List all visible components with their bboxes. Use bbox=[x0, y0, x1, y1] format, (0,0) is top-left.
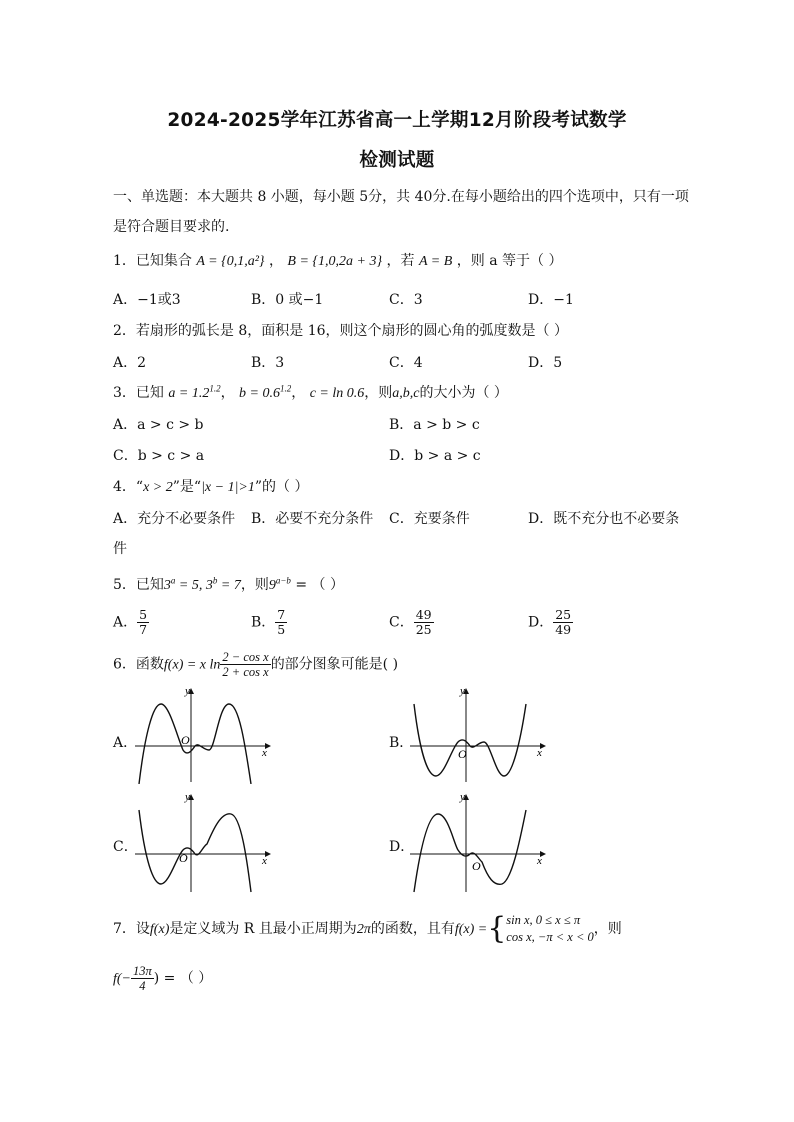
q7-line2-pre: f(− bbox=[113, 971, 131, 987]
q7-mid: 是定义域为 R 且最小正周期为 bbox=[169, 921, 357, 937]
q5-exp-ab: a−b bbox=[275, 575, 291, 586]
q6-graph-d-label: D． bbox=[389, 839, 415, 855]
function-curve bbox=[139, 810, 251, 892]
q7-mid2: 的函数，且有 bbox=[370, 921, 455, 937]
y-axis-label: y bbox=[460, 791, 465, 803]
q7-fx2: f(x) = bbox=[454, 922, 488, 937]
q4-option-c: C．充要条件 bbox=[389, 511, 470, 527]
q4-option-b: B．必要不充分条件 bbox=[251, 511, 374, 527]
q3-tail: ，则 bbox=[364, 385, 393, 401]
y-axis-label: y bbox=[460, 685, 465, 697]
q7-fx: f(x) bbox=[149, 922, 170, 937]
q3-option-d: D．b > a > c bbox=[389, 448, 481, 464]
q1-option-b: B．0 或−1 bbox=[251, 292, 324, 308]
q5-b-num: 7 bbox=[277, 607, 286, 622]
origin-label: O bbox=[181, 733, 190, 747]
q5-option-b-frac bbox=[275, 608, 287, 637]
x-axis-label: x bbox=[537, 855, 542, 867]
q4-stem-b: ”是“ bbox=[172, 479, 202, 495]
q6-graph-c-label: C． bbox=[113, 839, 138, 855]
q7-fraction bbox=[131, 964, 154, 993]
q4-option-d-wrap: 件 bbox=[113, 541, 127, 557]
question-3: 3．已知 $a = 1.2^{1.2}$， $b = 0.6^{1.2}$， c = ln 0.6，则a,b,c的大小为（ ） bbox=[113, 383, 508, 401]
y-axis-label: y bbox=[185, 685, 190, 697]
q3-c-expr: c = ln 0.6 bbox=[309, 386, 365, 401]
q6-tail: 的部分图象可能是( ) bbox=[270, 656, 399, 673]
q5-base-9: 9 bbox=[268, 578, 276, 593]
q2-option-a: A．2 bbox=[113, 355, 147, 371]
q7-case-2: cos x, −π < x < 0 bbox=[506, 930, 594, 944]
title-line-1: 2024-2025学年江苏省高一上学期12月阶段考试数学 bbox=[167, 110, 627, 131]
q3-end: 的大小为（ ） bbox=[419, 385, 508, 401]
q3-abc: a,b,c bbox=[392, 386, 420, 401]
q6-graph-a-label: A． bbox=[113, 735, 138, 751]
q5-d-num: 25 bbox=[555, 607, 572, 622]
q5-d-den: 49 bbox=[555, 622, 572, 637]
q7-cases bbox=[506, 912, 593, 946]
q5-c-den: 25 bbox=[415, 622, 432, 637]
question-2: 2．若扇形的弧长是 8，面积是 16，则这个扇形的圆心角的弧度数是（ ） bbox=[113, 323, 568, 339]
q5-option-a-frac bbox=[137, 608, 149, 637]
x-axis-label: x bbox=[262, 855, 267, 867]
q1-prefix: 1．已知集合 bbox=[113, 253, 192, 269]
q5-option-c-label: C． bbox=[389, 614, 414, 631]
q3-option-b: B．a > b > c bbox=[389, 417, 480, 433]
q5-a-den: 7 bbox=[139, 622, 148, 637]
q5-option-b bbox=[251, 608, 287, 637]
q1-mid: ，若 bbox=[386, 253, 415, 269]
q7-line2-end: ) = （ ） bbox=[153, 970, 213, 987]
q5-option-b-label: B． bbox=[251, 614, 276, 631]
function-curve bbox=[414, 810, 526, 892]
q6-prefix: 6．函数 bbox=[113, 656, 164, 673]
q2-option-d: D．5 bbox=[528, 355, 563, 371]
q6-graph-c bbox=[135, 790, 275, 895]
q5-c-num: 49 bbox=[415, 607, 432, 622]
q5-a-num: 5 bbox=[139, 607, 148, 622]
q7-num: 13π bbox=[133, 964, 152, 978]
q5-option-d bbox=[528, 608, 573, 637]
q7-brace-icon: { bbox=[487, 911, 507, 946]
question-5 bbox=[113, 574, 344, 594]
origin-label: O bbox=[458, 747, 467, 761]
q6-num: 2 − cos x bbox=[222, 650, 269, 664]
q6-graph-b-label: B． bbox=[389, 735, 414, 751]
q1-comma: ， bbox=[268, 253, 283, 269]
q5-exp-b: b bbox=[212, 575, 218, 586]
question-7 bbox=[113, 912, 622, 946]
q3-b-exponent: 1.2 bbox=[279, 383, 292, 394]
q1-set-b: B = {1,0,2a + 3} bbox=[287, 254, 383, 269]
q5-eq-mid: = 5, 3 bbox=[175, 578, 213, 593]
q6-fraction bbox=[220, 650, 270, 679]
q3-a-expr: a = 1.2 bbox=[168, 386, 210, 401]
q4-stem-a: 4．“ bbox=[113, 479, 144, 495]
q5-option-d-label: D． bbox=[528, 614, 554, 631]
question-4 bbox=[113, 476, 309, 496]
q7-den: 4 bbox=[139, 979, 146, 993]
q5-b-den: 5 bbox=[277, 622, 286, 637]
q6-graph-d bbox=[410, 790, 550, 895]
q3-option-c: C．b > c > a bbox=[113, 448, 205, 464]
q2-option-b: B．3 bbox=[251, 355, 285, 371]
q3-option-a: A．a > c > b bbox=[113, 417, 204, 433]
q4-p: x > 2 bbox=[143, 480, 173, 495]
q6-fx: f(x) = x ln bbox=[163, 657, 221, 673]
function-curve bbox=[139, 704, 251, 784]
function-curve bbox=[414, 704, 526, 776]
q4-stem-c: ”的（ ） bbox=[254, 479, 309, 495]
q1-option-c: C．3 bbox=[389, 292, 423, 308]
question-6 bbox=[113, 650, 398, 679]
x-axis-label: x bbox=[262, 747, 267, 759]
q4-option-a: A．充分不必要条件 bbox=[113, 511, 236, 527]
q7-period: 2π bbox=[356, 922, 371, 937]
q4-q: |x − 1|>1 bbox=[201, 480, 255, 495]
q3-prefix: 3．已知 bbox=[113, 385, 164, 401]
y-axis-label: y bbox=[185, 791, 190, 803]
q5-option-c bbox=[389, 608, 434, 637]
q1-option-d: D．−1 bbox=[528, 292, 574, 308]
question-1 bbox=[113, 250, 562, 270]
q1-option-a: A．−1或3 bbox=[113, 292, 181, 308]
q7-case-1: sin x, 0 ≤ x ≤ π bbox=[506, 913, 581, 927]
origin-label: O bbox=[472, 859, 481, 873]
q1-tail: ，则 a 等于（ ） bbox=[456, 253, 563, 269]
q1-set-a: A = {0,1,a²} bbox=[196, 254, 265, 269]
x-axis-label: x bbox=[537, 747, 542, 759]
q6-den: 2 + cos x bbox=[222, 665, 269, 679]
q6-graph-b bbox=[410, 684, 550, 784]
q5-eq-end: = 7 bbox=[217, 578, 241, 593]
section-1-instructions-cont: 是符合题目要求的. bbox=[113, 219, 230, 235]
q7-tail: ，则 bbox=[593, 921, 622, 937]
question-7-line-2 bbox=[113, 964, 212, 993]
q2-option-c: C．4 bbox=[389, 355, 423, 371]
q5-tail: ，则 bbox=[240, 577, 269, 593]
q5-option-a bbox=[113, 608, 149, 637]
q4-option-d: D．既不充分也不必要条 bbox=[528, 511, 680, 527]
q3-a-exponent: 1.2 bbox=[209, 383, 221, 394]
q5-base-3: 3 bbox=[163, 578, 171, 593]
q5-end: = （ ） bbox=[290, 577, 344, 593]
q5-exp-a: a bbox=[170, 575, 176, 586]
q3-b-expr: b = 0.6 bbox=[239, 386, 280, 401]
q5-prefix: 5．已知 bbox=[113, 577, 164, 593]
origin-label: O bbox=[179, 851, 188, 865]
q5-option-a-label: A． bbox=[113, 614, 138, 631]
q5-option-d-frac bbox=[553, 608, 573, 637]
q6-graph-a bbox=[135, 684, 275, 784]
q1-condition: A = B bbox=[418, 254, 453, 269]
q5-option-c-frac bbox=[414, 608, 434, 637]
section-1-instructions: 一、单选题：本大题共 8 小题，每小题 5分，共 40分.在每小题给出的四个选项中，只有一项 bbox=[113, 189, 689, 205]
title-line-2: 检测试题 bbox=[359, 150, 435, 171]
q7-prefix: 7．设 bbox=[113, 921, 150, 937]
